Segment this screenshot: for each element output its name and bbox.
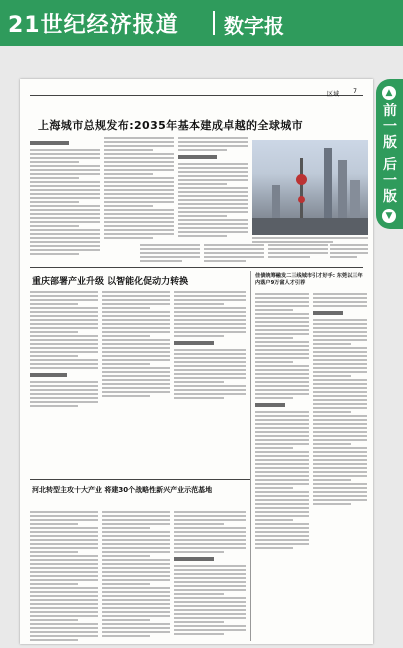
section-divider: [30, 267, 363, 268]
chevron-up-icon[interactable]: ▲: [382, 86, 396, 100]
page-number: 7: [353, 88, 357, 95]
article-column[interactable]: [102, 291, 170, 399]
page-navigator: [376, 79, 403, 229]
article-column[interactable]: [268, 244, 328, 260]
article-column[interactable]: [104, 137, 174, 241]
chevron-down-icon[interactable]: ▼: [382, 209, 396, 223]
next-page-button[interactable]: 后一版: [383, 157, 397, 205]
article-column[interactable]: [330, 244, 368, 260]
header-subtitle: 数字报: [224, 14, 284, 38]
newspaper-page: [20, 79, 373, 644]
section-name: 区域: [326, 91, 339, 98]
page-masthead-line: [30, 89, 363, 96]
prev-page-button[interactable]: 前一版: [383, 103, 397, 151]
section-divider: [30, 479, 250, 480]
article-column[interactable]: [255, 293, 309, 551]
article-column[interactable]: [313, 293, 367, 507]
photo-caption: [252, 237, 368, 243]
article-headline[interactable]: 河北转型主攻十大产业 将建30个战略性新兴产业示范基地: [32, 486, 213, 494]
column-divider: [250, 271, 251, 641]
article-column[interactable]: [178, 137, 248, 239]
article-column[interactable]: [30, 291, 98, 409]
article-column[interactable]: [174, 511, 246, 637]
brand-logo[interactable]: 21世纪经济报道: [8, 13, 179, 38]
article-column[interactable]: [30, 137, 100, 257]
app-header: [0, 0, 403, 46]
article-column[interactable]: [140, 244, 200, 264]
article-column[interactable]: [174, 291, 246, 401]
article-headline[interactable]: 佳债统筹融发二三线城市引才好手: 东莞以三年内落户9万富人才引荐: [255, 273, 363, 286]
article-headline-main[interactable]: 上海城市总规发布:2035年基本建成卓越的全球城市: [38, 119, 304, 132]
header-divider: [213, 11, 215, 35]
article-column[interactable]: [30, 511, 98, 643]
article-column[interactable]: [204, 244, 264, 264]
article-headline[interactable]: 重庆部署产业升级 以智能化促动力转换: [32, 277, 189, 287]
article-column[interactable]: [102, 511, 170, 639]
article-photo-skyline[interactable]: [252, 140, 368, 235]
